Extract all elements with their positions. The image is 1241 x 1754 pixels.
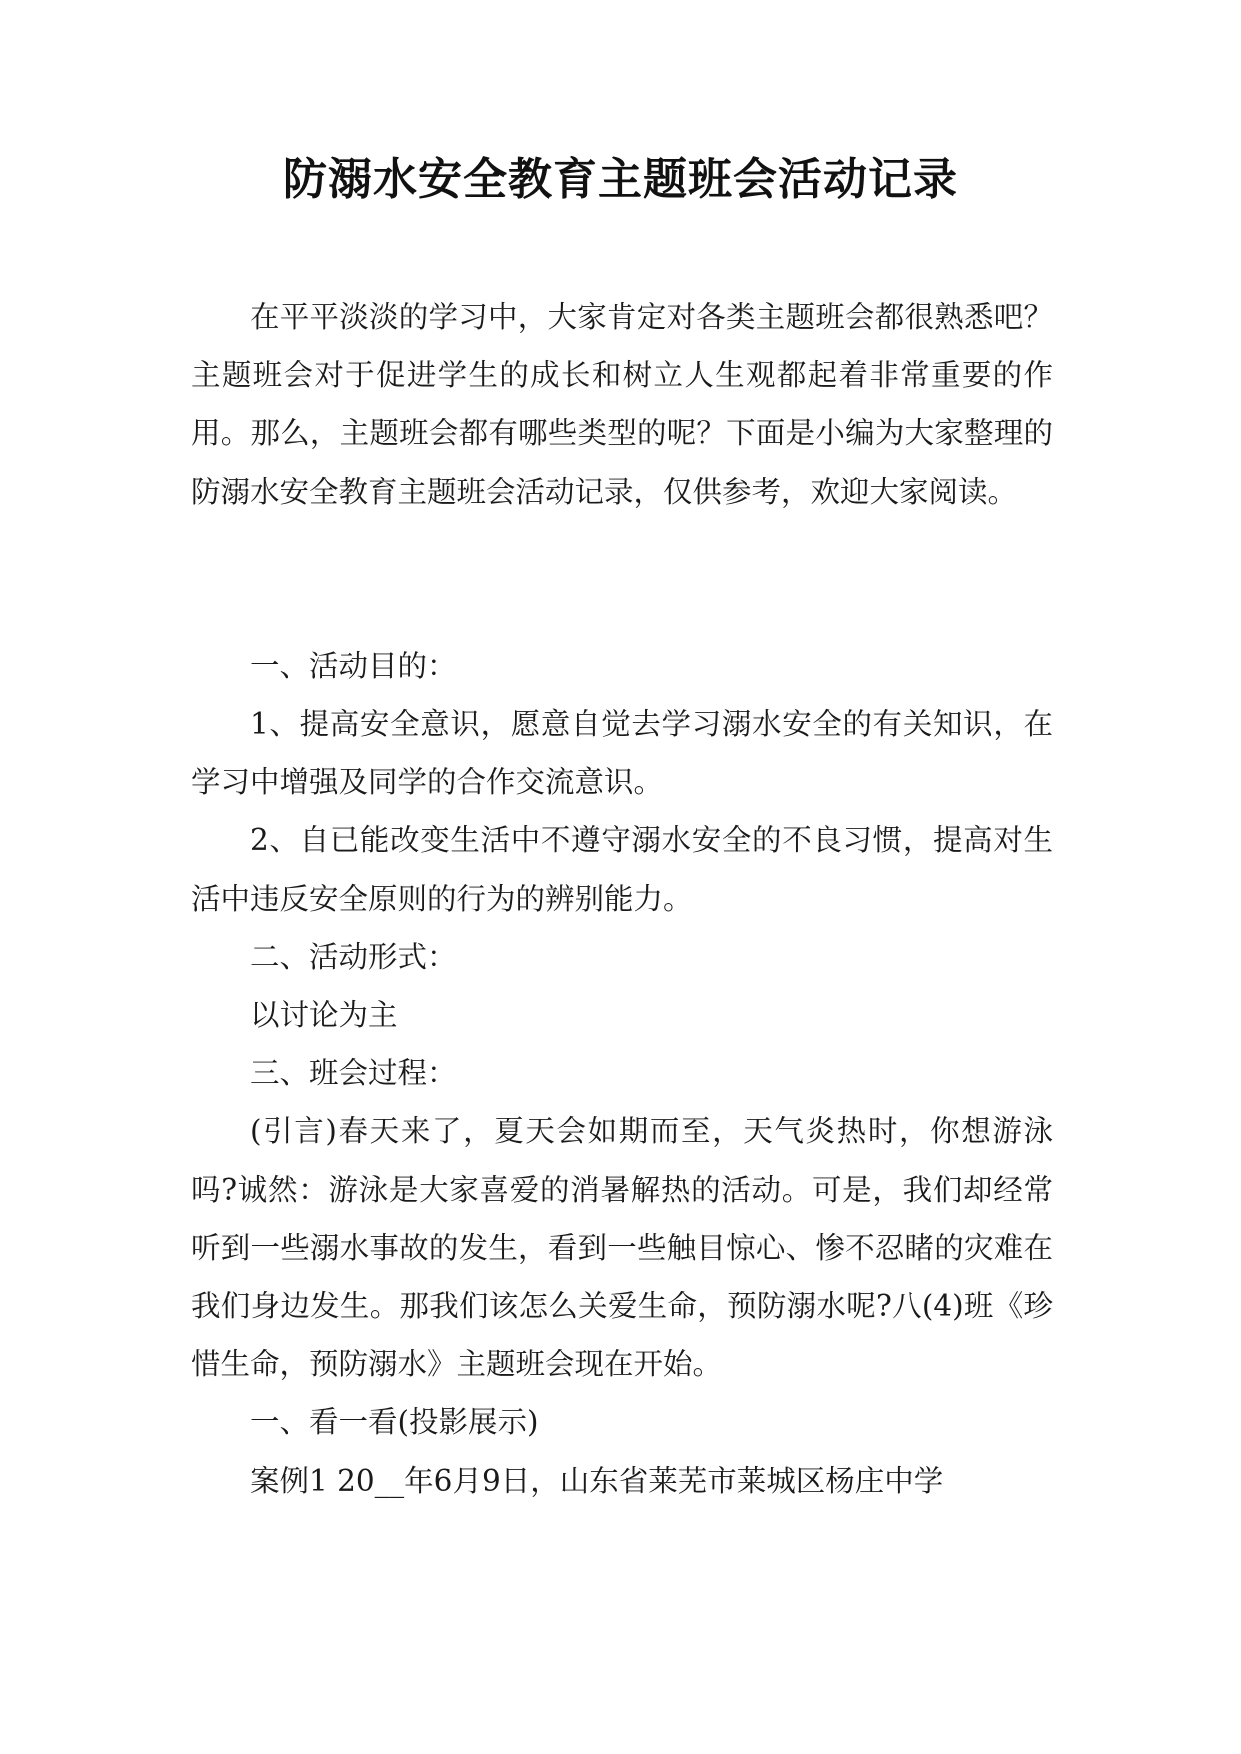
purpose-item-1: 1、提高安全意识，愿意自觉去学习溺水安全的有关知识，在学习中增强及同学的合作交流意识。 [191, 707, 1053, 800]
purpose-item-2: 2、自已能改变生活中不遵守溺水安全的不良习惯，提高对生活中违反安全原则的行为的辨别能力。 [191, 823, 1053, 916]
subsection-heading-look: 一、看一看(投影展示) [250, 1405, 539, 1440]
section-heading-process: 三、班会过程： [250, 1056, 457, 1091]
form-text: 以讨论为主 [250, 998, 398, 1033]
introduction-paragraph: (引言)春天来了，夏天会如期而至，天气炎热时，你想游泳吗?诚然：游泳是大家喜爱的消暑解热的活动。可是，我们却经常听到一些溺水事故的发生，看到一些触目惊心、惨不忍睹的灾难在我们身边发生。那我们该怎么关爱生命，预防溺水呢?八(4)班《珍惜生命，预防溺水》主题班会现在开始。 [191, 1114, 1053, 1382]
document-body [191, 288, 1053, 1510]
case-1-text: 案例1 20__年6月9日，山东省莱芜市莱城区杨庄中学 [250, 1463, 944, 1498]
section-heading-form: 二、活动形式： [250, 939, 457, 974]
section-heading-purpose: 一、活动目的： [250, 648, 457, 683]
intro-paragraph: 在平平淡淡的学习中，大家肯定对各类主题班会都很熟悉吧？主题班会对于促进学生的成长和树立人生观都起着非常重要的作用。那么，主题班会都有哪些类型的呢？下面是小编为大家整理的防溺水安全教育主题班会活动记录，仅供参考，欢迎大家阅读。 [191, 300, 1053, 509]
document-title: 防溺水安全教育主题班会活动记录 [283, 154, 958, 205]
paragraph-spacer [191, 521, 1053, 637]
